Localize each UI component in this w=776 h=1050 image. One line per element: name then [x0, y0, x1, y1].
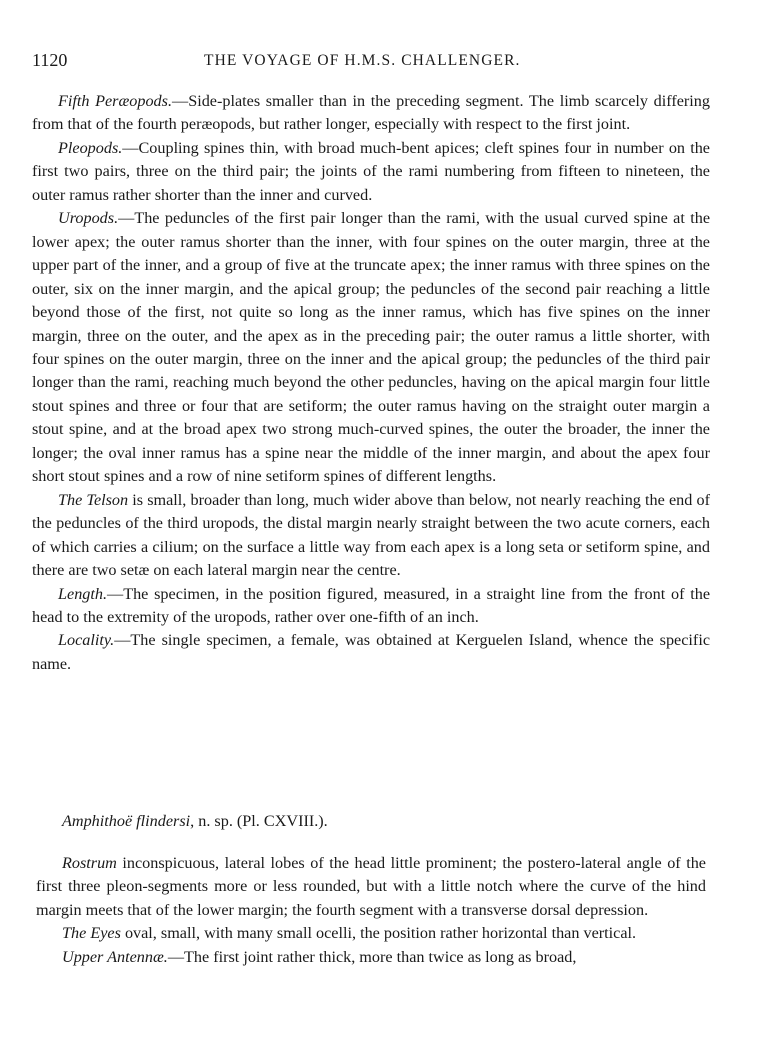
- paragraph-lead: Length.: [58, 584, 108, 603]
- paragraph-eyes: [36, 922, 706, 945]
- paragraph-text: —Side-plates smaller than in the preceding segment. The limb scarcely differing from that of the fourth peræopods, but rather longer, especially with respect to the first joint.: [32, 92, 710, 134]
- paragraph-text: oval, small, with many small ocelli, the position rather horizontal than vertical.: [120, 924, 637, 943]
- paragraph-lead: Uropods.: [58, 209, 119, 228]
- paragraph-text: —Coupling spines thin, with broad much-bent apices; cleft spines four in number on the first two pairs, three on the third pair; the joints of the rami numbering from fifteen to nineteen, the outer ramus rather shorter than the inner and curved.: [32, 138, 710, 204]
- running-head: THE VOYAGE OF H.M.S. CHALLENGER.: [204, 52, 521, 69]
- page-header: [32, 50, 736, 74]
- paragraph-fifth-peraeopods: [32, 90, 710, 137]
- paragraph-lead: The Eyes: [62, 924, 121, 943]
- paragraph-lead: The Telson: [58, 490, 129, 509]
- paragraph-text: is small, broader than long, much wider above than below, not nearly reaching the end of the peduncles of the third uropods, the distal margin nearly straight between the two acute corners, each of which carries a cilium; on the surface a little way from each apex is a long seta or setiform spine, and there are two setæ on each lateral margin near the centre.: [32, 490, 710, 580]
- paragraph-lead: Pleopods.: [58, 138, 123, 157]
- paragraph-text: —The single specimen, a female, was obtained at Kerguelen Island, whence the specific name.: [32, 631, 710, 673]
- paragraph-rostrum: [36, 852, 706, 922]
- paragraph-text: —The specimen, in the position figured, measured, in a straight line from the front of the head to the extremity of the uropods, rather over one-fifth of an inch.: [32, 584, 710, 626]
- paragraph-lead: Rostrum: [62, 854, 117, 872]
- paragraph-upper-antennae: [36, 946, 706, 969]
- paragraph-lead: Fifth Peræopods.: [58, 92, 172, 110]
- page-number: 1120: [32, 50, 68, 70]
- paragraph-lead: Upper Antennæ.: [62, 947, 168, 966]
- paragraph-lead: Locality.: [58, 631, 115, 650]
- paragraph-locality: [32, 629, 710, 676]
- paragraph-telson: [32, 489, 710, 583]
- species-heading: [62, 812, 328, 831]
- paragraph-text: inconspicuous, lateral lobes of the head little prominent; the postero-lateral angle of the first three pleon-segments more or less rounded, but with a little notch where the curve of the hind margin meets that of the lower margin; the fourth segment with a transverse dorsal depression.: [36, 854, 706, 919]
- paragraph-text: —The peduncles of the first pair longer than the rami, with the usual curved spine at the lower apex; the outer ramus shorter than the inner, with four spines on the outer margin, three at the upper part of the inner, and a group of five at the truncate apex; the inner ramus with three spines on the outer, six on the inner margin, and the apical group; the peduncles of the second pair reaching a little beyond those of the first, not quite so long as the inner ramus, which has five spines on the inner margin, three on the outer, and the apex as in the preceding pair; the outer ramus a little shorter, with four spines on the outer margin, three on the inner and the apical group; the peduncles of the third pair longer than the rami, reaching much beyond the other peduncles, having on the apical margin four little stout spines and three or four that are setiform; the outer ramus having on the straight outer margin a stout spine, and at the broad apex two strong much-curved spines, the outer the broader, the inner the longer; the oval inner ramus has a spine near the middle of the inner margin, and about the apex four short stout spines and a row of nine setiform spines of different lengths.: [32, 209, 710, 486]
- main-text: [32, 90, 710, 676]
- paragraph-text: —The first joint rather thick, more than twice as long as broad,: [167, 947, 577, 966]
- paragraph-length: [32, 583, 710, 630]
- paragraph-uropods: [32, 207, 710, 488]
- species-name: Amphithoë flindersi: [62, 812, 191, 830]
- species-description: [36, 852, 706, 969]
- species-reference: , n. sp. (Pl. CXVIII.).: [190, 812, 328, 830]
- paragraph-pleopods: [32, 137, 710, 207]
